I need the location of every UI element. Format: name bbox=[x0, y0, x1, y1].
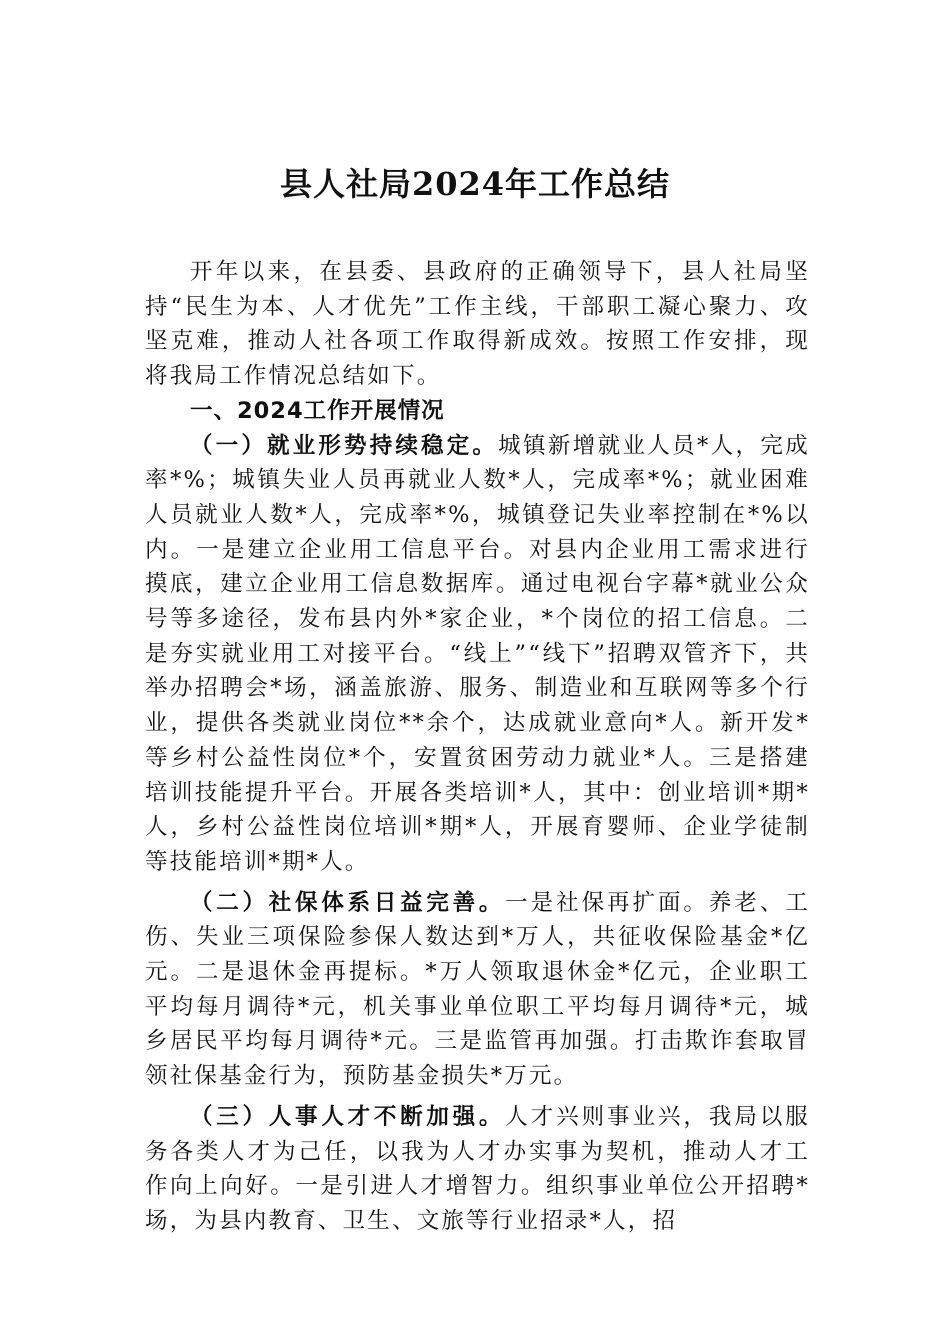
document-title: 县人社局2024年工作总结 bbox=[279, 165, 671, 203]
talent-lead: （三）人事人才不断加强。 bbox=[190, 1103, 506, 1130]
document-body bbox=[145, 255, 810, 1239]
section-heading: 一、2024工作开展情况 bbox=[190, 397, 445, 424]
social-security-paragraph bbox=[145, 886, 810, 1094]
employment-paragraph bbox=[145, 429, 810, 880]
talent-text: 人才兴则事业兴，我局以服务各类人才为己任，以我为人才办实事为契机，推动人才工作向上向好。一是引进人才增智力。组织事业单位公开招聘*场，为县内教育、卫生、文旅等行业招录*人，招 bbox=[145, 1103, 810, 1234]
talent-paragraph bbox=[145, 1100, 810, 1239]
employment-text: 城镇新增就业人员*人，完成率*%；城镇失业人员再就业人数*人，完成率*%；就业困难人员就业人数*人，完成率*%，城镇登记失业率控制在*%以内。一是建立企业用工信息平台。对县内企业用工需求进行摸底，建立企业用工信息数据库。通过电视台字幕*就业公众号等多途径，发布县内外*家企业，*个岗位的招工信息。二是夯实就业用工对接平台。“线上”“线下”招聘双管齐下，共举办招聘会*场，涵盖旅游、服务、制造业和互联网等多个行业，提供各类就业岗位**余个，达成就业意向*人。新开发*等乡村公益性岗位*个，安置贫困劳动力就业*人。三是搭建培训技能提升平台。开展各类培训*人，其中：创业培训*期*人，乡村公益性岗位培训*期*人，开展育婴师、企业学徒制等技能培训*期*人。 bbox=[145, 432, 810, 875]
employment-lead: （一）就业形势持续稳定。 bbox=[190, 432, 499, 459]
intro-paragraph: 开年以来，在县委、县政府的正确领导下，县人社局坚持“民生为本、人才优先”工作主线，干部职工凝心聚力、攻坚克难，推动人社各项工作取得新成效。按照工作安排，现将我局工作情况总结如下。 bbox=[145, 259, 810, 390]
social-security-text: 一是社保再扩面。养老、工伤、失业三项保险参保人数达到*万人，共征收保险基金*亿元。二是退休金再提标。*万人领取退休金*亿元，企业职工平均每月调待*元，机关事业单位职工平均每月调待*元，城乡居民平均每月调待*元。三是监管再加强。打击欺诈套取冒领社保基金行为，预防基金损失*万元。 bbox=[145, 889, 810, 1090]
social-security-lead: （二）社保体系日益完善。 bbox=[190, 889, 506, 916]
